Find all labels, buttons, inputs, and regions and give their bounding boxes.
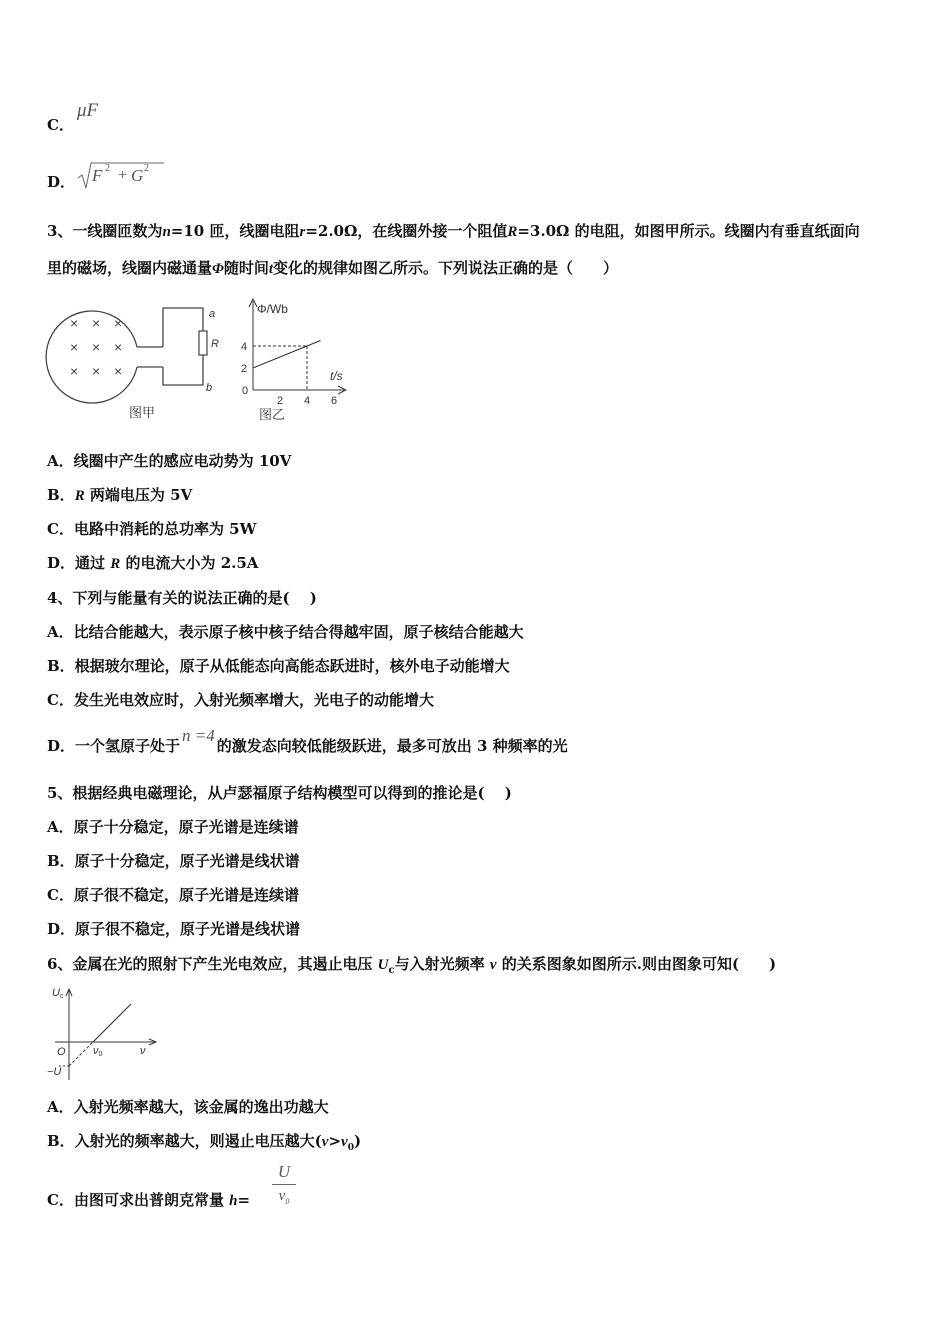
- formula-plus: +: [118, 167, 128, 184]
- q3-stem-text: =2.0Ω，在线圈外接一个阻值: [305, 222, 508, 240]
- x-intercept-label: ν0: [93, 1045, 103, 1058]
- terminal-b-label: b: [206, 382, 213, 394]
- option-text: 两端电压为 5V: [84, 486, 193, 504]
- q3-option-b: [47, 485, 192, 506]
- cross-mark: ×: [92, 363, 101, 379]
- q4-option-b: B．根据玻尔理论，原子从低能态向高能态跃进时，核外电子动能增大: [47, 657, 510, 675]
- fraction-denominator: $\nu_0$: [278, 1188, 290, 1206]
- q5-stem: 5、根据经典电磁理论，从卢瑟福原子结构模型可以得到的推论是( ): [47, 784, 512, 802]
- q3-figure-yi: [232, 295, 362, 430]
- origin-label: 0: [242, 385, 249, 397]
- fraction-bar: [272, 1184, 296, 1185]
- var-t: t: [268, 261, 274, 277]
- cross-mark: ×: [92, 339, 101, 355]
- q2-option-d-formula: [76, 160, 166, 196]
- q6-stem-text: 6、金属在光的照射下产生光电效应，其遏止电压: [47, 955, 378, 973]
- option-text: B．入射光的频率越大，则遏止电压越大(: [47, 1132, 322, 1150]
- uc-line: [93, 1004, 131, 1042]
- y-intercept-label: −U: [47, 1066, 62, 1078]
- q6-option-a: A．入射光频率越大，该金属的逸出功越大: [47, 1098, 329, 1116]
- option-text: ): [353, 1132, 362, 1150]
- option-text: D．通过: [47, 554, 111, 572]
- x-axis-label: ν: [140, 1045, 146, 1057]
- q3-option-a: A．线圈中产生的感应电动势为 10V: [47, 452, 292, 470]
- q3-stem-line2: [47, 258, 618, 279]
- q3-option-c: C．电路中消耗的总功率为 5W: [47, 520, 257, 538]
- figure-caption: 图甲: [129, 405, 156, 420]
- q4-option-d: [47, 726, 568, 756]
- q6-fraction: [272, 1162, 296, 1211]
- fraction-numerator: U: [277, 1162, 291, 1181]
- var-nu0-sub: 0: [347, 1143, 354, 1153]
- q2-option-d-label: D．: [47, 173, 76, 191]
- resistor: [199, 331, 207, 355]
- formula-sup1: 2: [105, 163, 110, 174]
- y-axis-label: Φ/Wb: [257, 302, 288, 316]
- var-n: n: [162, 224, 171, 240]
- wire: [163, 308, 203, 347]
- x-tick-label: 2: [277, 395, 284, 407]
- q3-option-d: [47, 553, 258, 574]
- q6-stem-text: 与入射光频率: [394, 955, 490, 973]
- cross-mark: ×: [92, 315, 101, 331]
- cross-mark: ×: [70, 363, 79, 379]
- q4-option-c: C．发生光电效应时，入射光频率增大，光电子的动能增大: [47, 691, 434, 709]
- q3-stem-text: 随时间: [223, 259, 269, 277]
- resistor-label: R: [211, 338, 219, 350]
- cross-mark: ×: [70, 339, 79, 355]
- var-R: R: [110, 556, 121, 572]
- q3-stem-text: 里的磁场，线圈内磁通量: [47, 259, 213, 277]
- flux-line: [253, 341, 321, 369]
- origin-label: O: [57, 1046, 66, 1058]
- q3-stem-text: 变化的规律如图乙所示。下列说法正确的是（ ）: [273, 259, 619, 277]
- q6-stem: [47, 954, 776, 981]
- var-nu: ν: [321, 1134, 329, 1150]
- q6-stem-text: 的关系图象如图所示.则由图象可知( ): [496, 955, 777, 973]
- cross-mark: ×: [114, 339, 123, 355]
- option-text: C．由图可求出普朗克常量: [47, 1191, 230, 1209]
- var-nu0: ν: [341, 1134, 348, 1150]
- var-R: R: [74, 488, 85, 504]
- option-text: D．一个氢原子处于: [47, 737, 181, 755]
- var-R: R: [507, 224, 518, 240]
- option-label: B．: [47, 486, 75, 504]
- x-tick-label: 4: [304, 395, 311, 407]
- y-tick-label: 2: [241, 363, 248, 375]
- cross-mark: ×: [114, 315, 123, 331]
- cross-mark: ×: [114, 363, 123, 379]
- q4-stem: 4、下列与能量有关的说法正确的是( ): [47, 589, 317, 607]
- formula-sup2: 2: [144, 163, 149, 174]
- x-axis-label: t/s: [330, 369, 343, 383]
- var-U: U: [377, 957, 389, 973]
- q2-option-c-formula: μF: [77, 100, 99, 121]
- q2-option-c: [47, 115, 74, 135]
- q5-option-d: D．原子很不稳定，原子光谱是线状谱: [47, 920, 301, 938]
- y-axis-label: Uc: [52, 987, 64, 1000]
- equals-sign: =: [237, 1191, 251, 1209]
- figure-caption: 图乙: [259, 407, 286, 422]
- gt-sign: >: [328, 1132, 342, 1150]
- q3-stem-text: =10 匝，线圈电阻: [170, 222, 300, 240]
- option-text: 的电流大小为 2.5A: [120, 554, 259, 572]
- formula-f: F: [92, 166, 103, 185]
- wire: [163, 355, 203, 385]
- terminal-a-label: a: [209, 308, 216, 320]
- var-phi: Φ: [212, 261, 224, 277]
- uc-line-extension: [69, 1042, 93, 1066]
- formula-n4: n =4: [182, 726, 215, 745]
- formula-g: G: [131, 166, 144, 185]
- q3-stem-text: =3.0Ω 的电阻，如图甲所示。线圈内有垂直纸面向: [517, 222, 860, 240]
- option-text: 的激发态向较低能级跃进，最多可放出 3 种频率的光: [216, 737, 568, 755]
- q6-option-b: [47, 1131, 361, 1158]
- q5-option-a: A．原子十分稳定，原子光谱是连续谱: [47, 818, 299, 836]
- q5-option-b: B．原子十分稳定，原子光谱是线状谱: [47, 852, 300, 870]
- q5-option-c: C．原子很不稳定，原子光谱是连续谱: [47, 886, 299, 904]
- y-tick-label: 4: [241, 341, 248, 353]
- chart-marks: [241, 341, 337, 408]
- q3-figure-jia: [45, 295, 235, 430]
- q4-option-a: A．比结合能越大，表示原子核中核子结合得越牢固，原子核结合能越大: [47, 623, 524, 641]
- var-nu: ν: [489, 957, 497, 973]
- q6-figure: [45, 982, 160, 1082]
- q6-option-c: [47, 1190, 250, 1211]
- q3-stem-line1: [47, 221, 860, 242]
- q2-option-d: [47, 172, 75, 192]
- q3-stem-text: 3、一线圈匝数为: [47, 222, 163, 240]
- var-U-sub: c: [388, 965, 395, 976]
- var-h: h: [229, 1193, 238, 1209]
- cross-mark: ×: [70, 315, 79, 331]
- magnetic-field-crosses: [70, 315, 122, 379]
- q2-option-c-label: C．: [47, 116, 74, 134]
- x-tick-label: 6: [331, 395, 338, 407]
- var-r: r: [299, 224, 306, 240]
